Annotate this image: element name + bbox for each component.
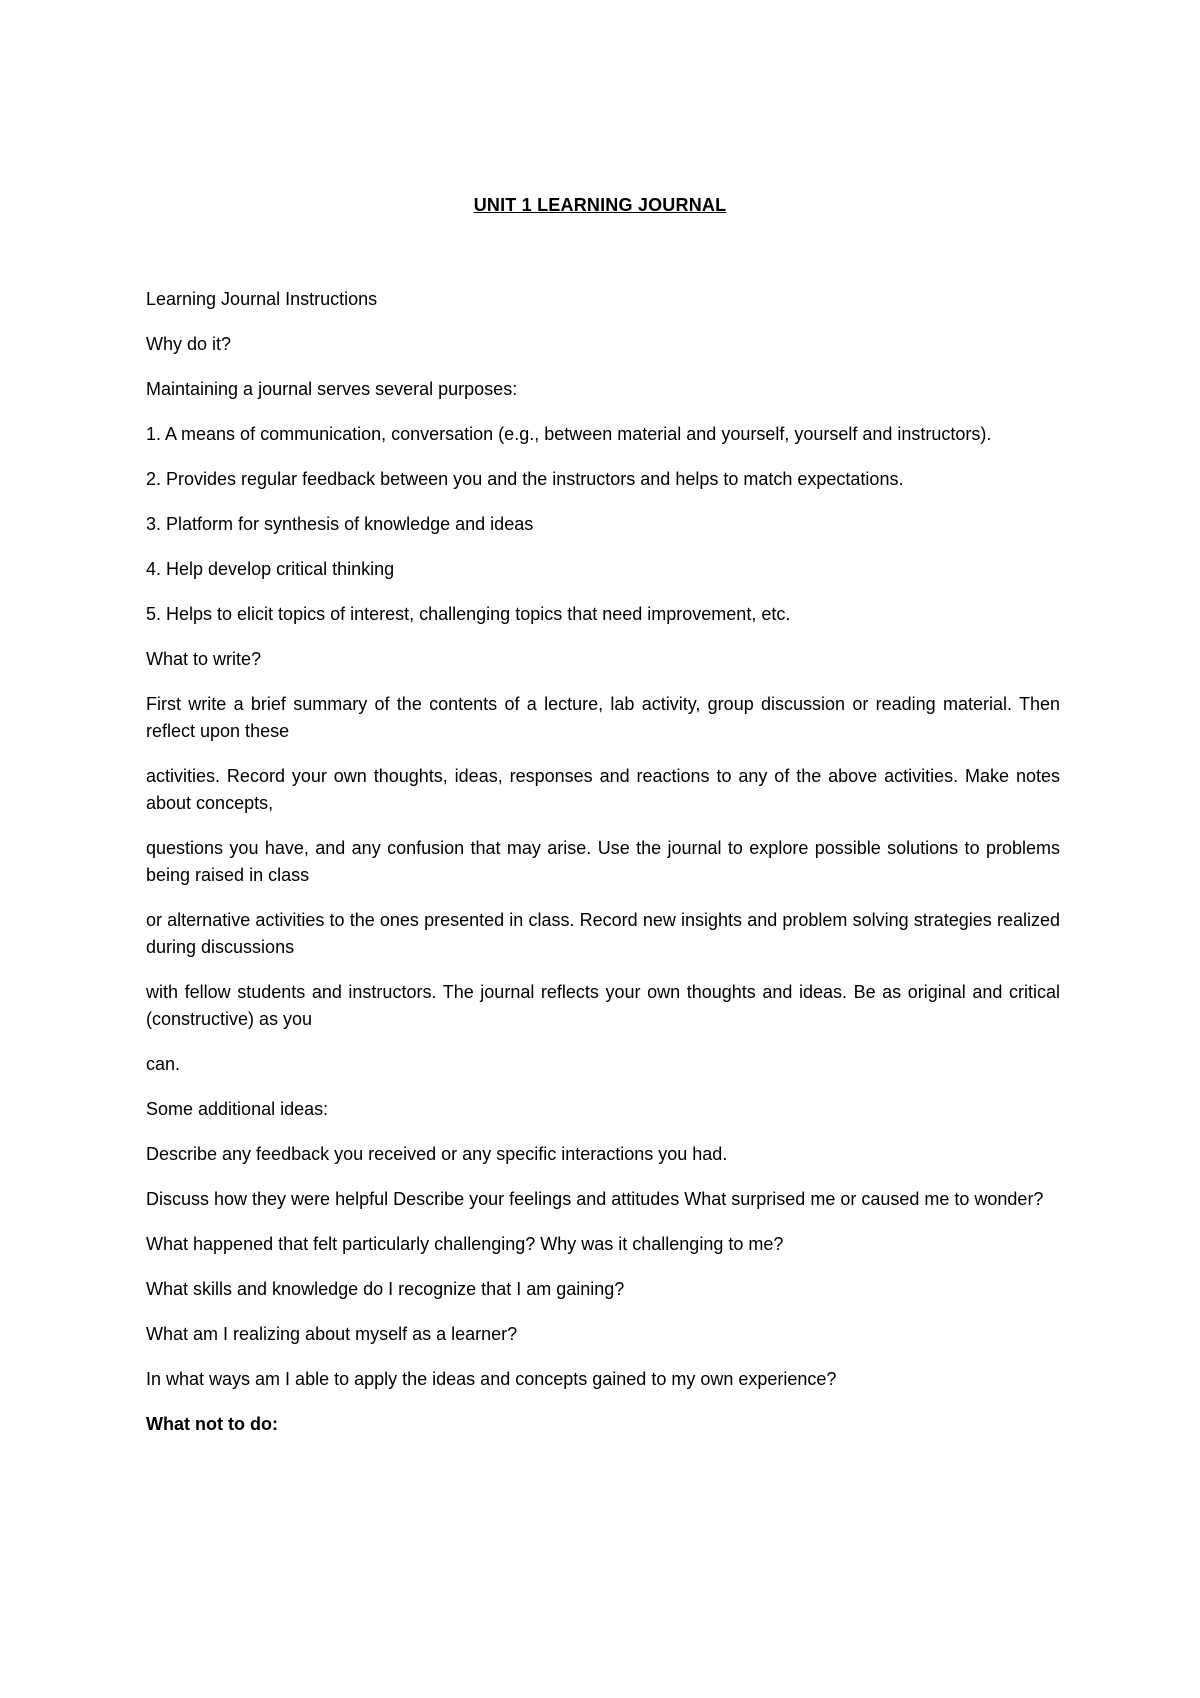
what-paragraph: questions you have, and any confusion that may arise. Use the journal to explore possible solutions to problems being raised in class	[146, 838, 1060, 885]
additional-idea: What happened that felt particularly challenging? Why was it challenging to me?	[146, 1234, 784, 1254]
what-paragraph: First write a brief summary of the contents of a lecture, lab activity, group discussion or reading material. Then reflect upon these	[146, 694, 1060, 741]
additional-idea: What am I realizing about myself as a learner?	[146, 1324, 518, 1344]
document-body	[146, 286, 1060, 1456]
what-not-heading: What not to do:	[146, 1414, 278, 1434]
purposes-intro: Maintaining a journal serves several purposes:	[146, 379, 518, 399]
additional-idea: Describe any feedback you received or any specific interactions you had.	[146, 1144, 728, 1164]
additional-idea: Discuss how they were helpful Describe your feelings and attitudes What surprised me or caused me to wonder?	[146, 1189, 1044, 1209]
additional-idea: In what ways am I able to apply the ideas and concepts gained to my own experience?	[146, 1369, 837, 1389]
what-paragraph: or alternative activities to the ones presented in class. Record new insights and problem solving strategies realized during discussions	[146, 910, 1060, 957]
purpose-item: 5. Helps to elicit topics of interest, challenging topics that need improvement, etc.	[146, 604, 791, 624]
additional-heading: Some additional ideas:	[146, 1099, 329, 1119]
purpose-item: 1. A means of communication, conversation (e.g., between material and yourself, yourself and instructors).	[146, 424, 992, 444]
purpose-item: 2. Provides regular feedback between you and the instructors and helps to match expectations.	[146, 469, 904, 489]
why-heading: Why do it?	[146, 334, 232, 354]
purpose-item: 4. Help develop critical thinking	[146, 559, 395, 579]
additional-idea: What skills and knowledge do I recognize that I am gaining?	[146, 1279, 625, 1299]
what-paragraph: can.	[146, 1054, 181, 1074]
document-title: UNIT 1 LEARNING JOURNAL	[473, 195, 727, 215]
what-paragraph: with fellow students and instructors. The journal reflects your own thoughts and ideas. Be as original and critical (constructive) as you	[146, 982, 1060, 1029]
instructions-heading: Learning Journal Instructions	[146, 289, 378, 309]
what-paragraph: activities. Record your own thoughts, ideas, responses and reactions to any of the above activities. Make notes about concepts,	[146, 766, 1060, 813]
what-heading: What to write?	[146, 649, 262, 669]
purpose-item: 3. Platform for synthesis of knowledge and ideas	[146, 514, 534, 534]
